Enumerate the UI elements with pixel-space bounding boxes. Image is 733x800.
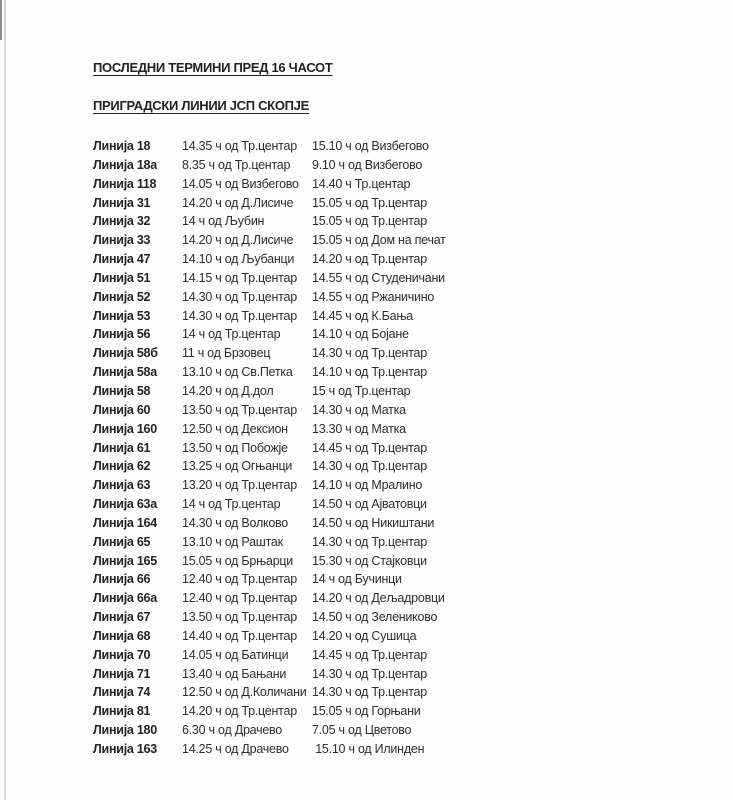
line-label: Линија 68 xyxy=(93,628,151,643)
line-label: Линија 63 xyxy=(93,478,151,493)
line-label: Линија 18 xyxy=(93,139,151,153)
first-time: 14.20 ч од Д.дол xyxy=(182,383,274,398)
line-label: Линија 65 xyxy=(93,534,151,549)
second-time: 15.05 ч од Тр.центар xyxy=(312,195,427,210)
line-label: Линија 163 xyxy=(93,742,157,756)
line-label: Линија 32 xyxy=(93,214,151,229)
line-label: Линија 18а xyxy=(93,157,157,172)
first-time: 14.05 ч од Батинци xyxy=(182,647,289,662)
first-time: 15.05 ч од Брњарци xyxy=(182,553,294,568)
first-time: 6.30 ч од Драчево xyxy=(182,723,282,738)
second-time: 14.45 ч од Тр.центар xyxy=(312,647,427,662)
first-time: 14.30 ч од Волково xyxy=(182,515,289,530)
line-label: Линија 67 xyxy=(93,610,151,625)
line-label: Линија 53 xyxy=(93,308,151,323)
line-label: Линија 58а xyxy=(93,365,157,380)
line-label: Линија 58б xyxy=(93,346,158,361)
second-time: 14 ч од Бучинци xyxy=(312,572,402,587)
line-label: Линија 51 xyxy=(93,270,151,285)
line-label: Линија 81 xyxy=(93,704,151,719)
first-time: 13.10 ч од Раштак xyxy=(182,534,283,549)
first-time: 14.30 ч од Тр.центар xyxy=(182,289,297,304)
second-time: 15.05 ч од Тр.центар xyxy=(312,214,427,229)
schedule-table xyxy=(93,137,446,759)
second-time: 14.30 ч од Матка xyxy=(312,402,406,417)
second-time: 14.10 ч од Тр.центар xyxy=(312,365,427,380)
first-time: 13.50 ч од Тр.центар xyxy=(182,610,297,625)
first-time: 14 ч од Љубин xyxy=(182,214,265,229)
line-label: Линија 66 xyxy=(93,572,151,587)
line-label: Линија 58 xyxy=(93,383,151,398)
line-label: Линија 180 xyxy=(93,723,157,738)
first-time: 14.05 ч од Визбегово xyxy=(182,176,299,191)
second-time: 15.10 ч од Визбегово xyxy=(312,139,429,153)
first-time: 13.20 ч од Тр.центар xyxy=(182,478,297,493)
first-time: 14.40 ч од Тр.центар xyxy=(182,628,297,643)
page-corner-mark xyxy=(0,0,2,40)
second-time: 15.30 ч од Стајковци xyxy=(312,553,427,568)
second-time: 14.30 ч од Тр.центар xyxy=(312,666,427,681)
first-time: 14.15 ч од Тр.центар xyxy=(182,270,297,285)
second-time: 7.05 ч од Цветово xyxy=(312,723,412,738)
line-label: Линија 56 xyxy=(93,327,151,342)
first-time: 14.25 ч од Драчево xyxy=(182,742,289,756)
line-label: Линија 164 xyxy=(93,515,157,530)
second-time: 14.10 ч од Мралино xyxy=(312,478,423,493)
first-time: 13.50 ч од Тр.центар xyxy=(182,402,297,417)
line-label: Линија 47 xyxy=(93,252,151,267)
second-time: 14.45 ч од К.Бања xyxy=(312,308,413,323)
first-time: 12.50 ч од Дексион xyxy=(182,421,288,436)
section-title: ПРИГРАДСКИ ЛИНИИ ЈСП СКОПЈЕ xyxy=(93,98,309,113)
line-label: Линија 52 xyxy=(93,289,151,304)
second-time: 14.50 ч од Ајватовци xyxy=(312,497,427,512)
line-label: Линија 63а xyxy=(93,497,157,512)
second-time: 14.55 ч од Ржаничино xyxy=(312,289,435,304)
first-time: 12.40 ч од Тр.центар xyxy=(182,591,297,606)
line-label: Линија 118 xyxy=(93,176,157,191)
second-time: 15.05 ч од Горњани xyxy=(312,704,421,719)
first-time: 14 ч од Тр.центар xyxy=(182,327,281,342)
second-time: 14.55 ч од Студеничани xyxy=(312,270,445,285)
second-time: 15 ч од Тр.центар xyxy=(312,383,411,398)
first-time: 8.35 ч од Тр.центар xyxy=(182,157,291,172)
first-time: 14.20 ч од Д.Лисиче xyxy=(182,195,294,210)
second-time: 14.40 ч Тр.центар xyxy=(312,176,411,191)
second-time: 14.10 ч од Бојане xyxy=(312,327,409,342)
first-time: 14 ч од Тр.центар xyxy=(182,497,281,512)
second-time: 14.20 ч од Дељадровци xyxy=(312,591,445,606)
line-label: Линија 71 xyxy=(93,666,151,681)
second-time: 13.30 ч од Матка xyxy=(312,421,406,436)
line-label: Линија 66а xyxy=(93,591,157,606)
second-time: 14.50 ч од Зелениково xyxy=(312,610,438,625)
second-time: 9.10 ч од Визбегово xyxy=(312,157,423,172)
first-time: 14.20 ч од Тр.центар xyxy=(182,704,297,719)
line-label: Линија 70 xyxy=(93,647,151,662)
first-time: 11 ч од Брзовец xyxy=(182,346,271,361)
first-time: 13.50 ч од Побожје xyxy=(182,440,288,455)
second-time: 15.05 ч од Дом на печат xyxy=(312,233,446,248)
first-time: 14.35 ч од Тр.центар xyxy=(182,139,297,153)
line-label: Линија 61 xyxy=(93,440,151,455)
second-time: 14.30 ч од Тр.центар xyxy=(312,459,427,474)
line-label: Линија 62 xyxy=(93,459,151,474)
first-time: 14.10 ч од Љубанци xyxy=(182,252,295,267)
second-time: 14.30 ч од Тр.центар xyxy=(312,685,427,700)
first-time: 14.30 ч од Тр.центар xyxy=(182,308,297,323)
first-time: 13.40 ч од Бањани xyxy=(182,666,287,681)
second-time: 14.20 ч од Тр.центар xyxy=(312,252,427,267)
line-label: Линија 33 xyxy=(93,233,151,248)
first-time: 14.20 ч од Д.Лисиче xyxy=(182,233,294,248)
second-time: 15.10 ч од Илинден xyxy=(312,742,425,756)
page-edge-line xyxy=(4,0,6,800)
first-time: 12.40 ч од Тр.центар xyxy=(182,572,297,587)
second-time: 14.30 ч од Тр.центар xyxy=(312,534,427,549)
first-time: 13.25 ч од Огњанци xyxy=(182,459,293,474)
second-time: 14.20 ч од Сушица xyxy=(312,628,417,643)
second-time: 14.30 ч од Тр.центар xyxy=(312,346,427,361)
first-time: 13.10 ч од Св.Петка xyxy=(182,365,293,380)
second-time: 14.50 ч од Никиштани xyxy=(312,515,435,530)
line-label: Линија 31 xyxy=(93,195,151,210)
line-label: Линија 160 xyxy=(93,421,157,436)
first-time: 12.50 ч од Д.Количани xyxy=(182,685,307,700)
line-label: Линија 74 xyxy=(93,685,151,700)
page-title: ПОСЛЕДНИ ТЕРМИНИ ПРЕД 16 ЧАСОТ xyxy=(93,60,333,75)
line-label: Линија 165 xyxy=(93,553,157,568)
second-time: 14.45 ч од Тр.центар xyxy=(312,440,427,455)
line-label: Линија 60 xyxy=(93,402,151,417)
